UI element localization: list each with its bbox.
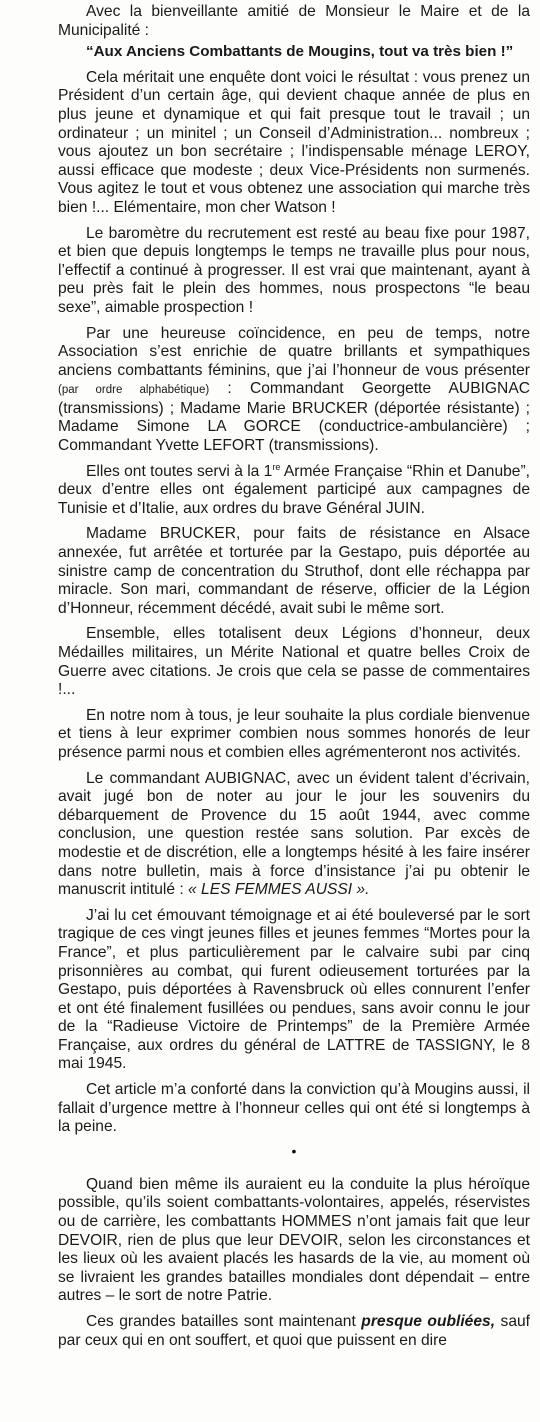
paragraph-recrutement [58, 225, 530, 318]
paragraph-text: Quand bien même ils auraient eu la conduite la plus héroïque possible, qu’ils soient combattants-volontaires, appelés, réservistes ou de carrière, les combattants HOMMES n’ont jamais fait que leur DEVOIR, rien de plus que leur DEVOIR, selon les circonstances et les lieux où les avaient placés les hasards de la vie, au moment où se livraient les grandes batailles mondiales dont dépendait – entre autres – le sort de notre Patrie. [58, 1175, 530, 1305]
paragraph-text: J’ai lu cet émouvant témoignage et ai été bouleversé par le sort tragique de ces vingt jeunes filles et jeunes femmes “Mortes pour la France”, et plus particulièrement par le calvaire subi par cinq prisonnières au combat, qui furent odieusement torturées par la Gestapo, puis déportées à Ravensbruck où elles connurent l’enfer et ont été finalement fusillées ou pendues, sans avoir connu le jour de la “Radieuse Victoire de Printemps” de la Première Armée Française, aux ordres du général de LATTRE de TASSIGNY, le 8 mai 1945. [58, 906, 530, 1073]
emphasis-text: presque oubliées, [361, 1313, 496, 1330]
alphabetical-note: (par ordre alphabétique) [58, 384, 210, 397]
section-separator-bullet: • [291, 1142, 297, 1159]
paragraph-text: Elles ont toutes servi à la 1 [86, 462, 273, 480]
paragraph-temoignage [58, 907, 530, 1074]
paragraph-text: sauf par ceux qui en ont souffert, et quoi que puissent en dire [58, 1313, 530, 1349]
paragraph-coincidence [58, 325, 530, 456]
paragraph-aubignac [58, 770, 530, 900]
paragraph-hommes [58, 1176, 530, 1306]
intro-text: Avec la bienveillante amitié de Monsieur le Maire et de la Municipalité : [58, 3, 530, 39]
paragraph-text: Par une heureuse coïncidence, en peu de temps, notre Association s’est enrichie de quatre brillants et sympathiques anciens combattants féminins, que j’ai l’honneur de vous présenter [58, 324, 530, 379]
paragraph-bienvenue [58, 707, 530, 763]
article-column [58, 3, 530, 1357]
paragraph-text: Ces grandes batailles sont maintenant [86, 1313, 356, 1330]
headline: “Aux Anciens Combattants de Mougins, tout va très bien !” [86, 43, 514, 61]
intro-paragraph [58, 3, 530, 40]
manuscript-title: « LES FEMMES AUSSI ». [188, 881, 370, 899]
paragraph-text: Le baromètre du recrutement est resté au beau fixe pour 1987, et bien que depuis longtemps le temps ne travaille plus pour nous, l’effectif a continué à progresser. Il est vrai que maintenant, ayant à peu près fait le plein des hommes, nous prospectons “le beau sexe”, aimable prospection ! [58, 224, 530, 316]
paragraph-text: Le commandant AUBIGNAC, avec un évident talent d’écrivain, avait jugé bon de noter au jour le jour les souvenirs du débarquement de Provence du 15 août 1944, avec comme conclusion, une question restée sans solution. Par excès de modestie et de discrétion, elle a longtemps hésité à les faire insérer dans notre bulletin, mais à force d’insistance j’ai pu obtenir le manuscrit intitulé : [58, 769, 530, 899]
paragraph-batailles [58, 1313, 530, 1350]
paragraph-text: Cela méritait une enquête dont voici le résultat : vous prenez un Président d’un certain âge, qui devient chaque année de plus en plus jeune et dynamique et qui fait presque tout le travail ; un ordinateur ; un minitel ; un Conseil d’Administration... nombreux ; vous ajoutez un bon secrétaire ; l’indispensable ménage LEROY, aussi efficace que modeste ; deux Vice-Présidents non surmenés. Vous agitez le tout et vous obtenez une association qui marche très bien !... Elémentaire, mon cher Watson ! [58, 68, 530, 216]
paragraph-enquete [58, 69, 530, 218]
paragraph-text: Madame BRUCKER, pour faits de résistance en Alsace annexée, fut arrêtée et torturée par la Gestapo, puis déportée au sinistre camp de concentration du Struthof, dont elle réchappa par miracle. Son mari, commandant de réserve, officier de la Légion d’Honneur, récemment décédé, avait subi le même sort. [58, 525, 530, 617]
paragraph-text: : Commandant Georgette AUBIGNAC (transmissions) ; Madame Marie BRUCKER (déportée résistante) ; Madame Simone LA GORCE (conductrice-ambulancière) ; Commandant Yvette LEFORT (transmissions). [58, 380, 530, 455]
paragraph-conviction [58, 1081, 530, 1137]
paragraph-text: En notre nom à tous, je leur souhaite la plus cordiale bienvenue et tiens à leur exprimer combien nous sommes honorés de leur présence parmi nous et combien elles agrémenteront nos activités. [58, 706, 530, 761]
paragraph-text: Cet article m’a conforté dans la conviction qu’à Mougins aussi, il fallait d’urgence mettre à l’honneur celles qui ont été si longtemps à la peine. [58, 1081, 530, 1136]
paragraph-decorations [58, 625, 530, 699]
paragraph-text: Armée Française “Rhin et Danube”, deux d’entre elles ont également participé aux campagnes de Tunisie et d’Italie, aux ordres du brave Général JUIN. [58, 462, 530, 517]
superscript: re [272, 461, 281, 472]
paragraph-armee [58, 463, 530, 519]
paragraph-text: Ensemble, elles totalisent deux Légions d’honneur, deux Médailles militaires, un Mérite National et quatre belles Croix de Guerre avec citations. Je crois que cela se passe de commentaires !... [58, 625, 530, 699]
paragraph-brucker [58, 525, 530, 618]
